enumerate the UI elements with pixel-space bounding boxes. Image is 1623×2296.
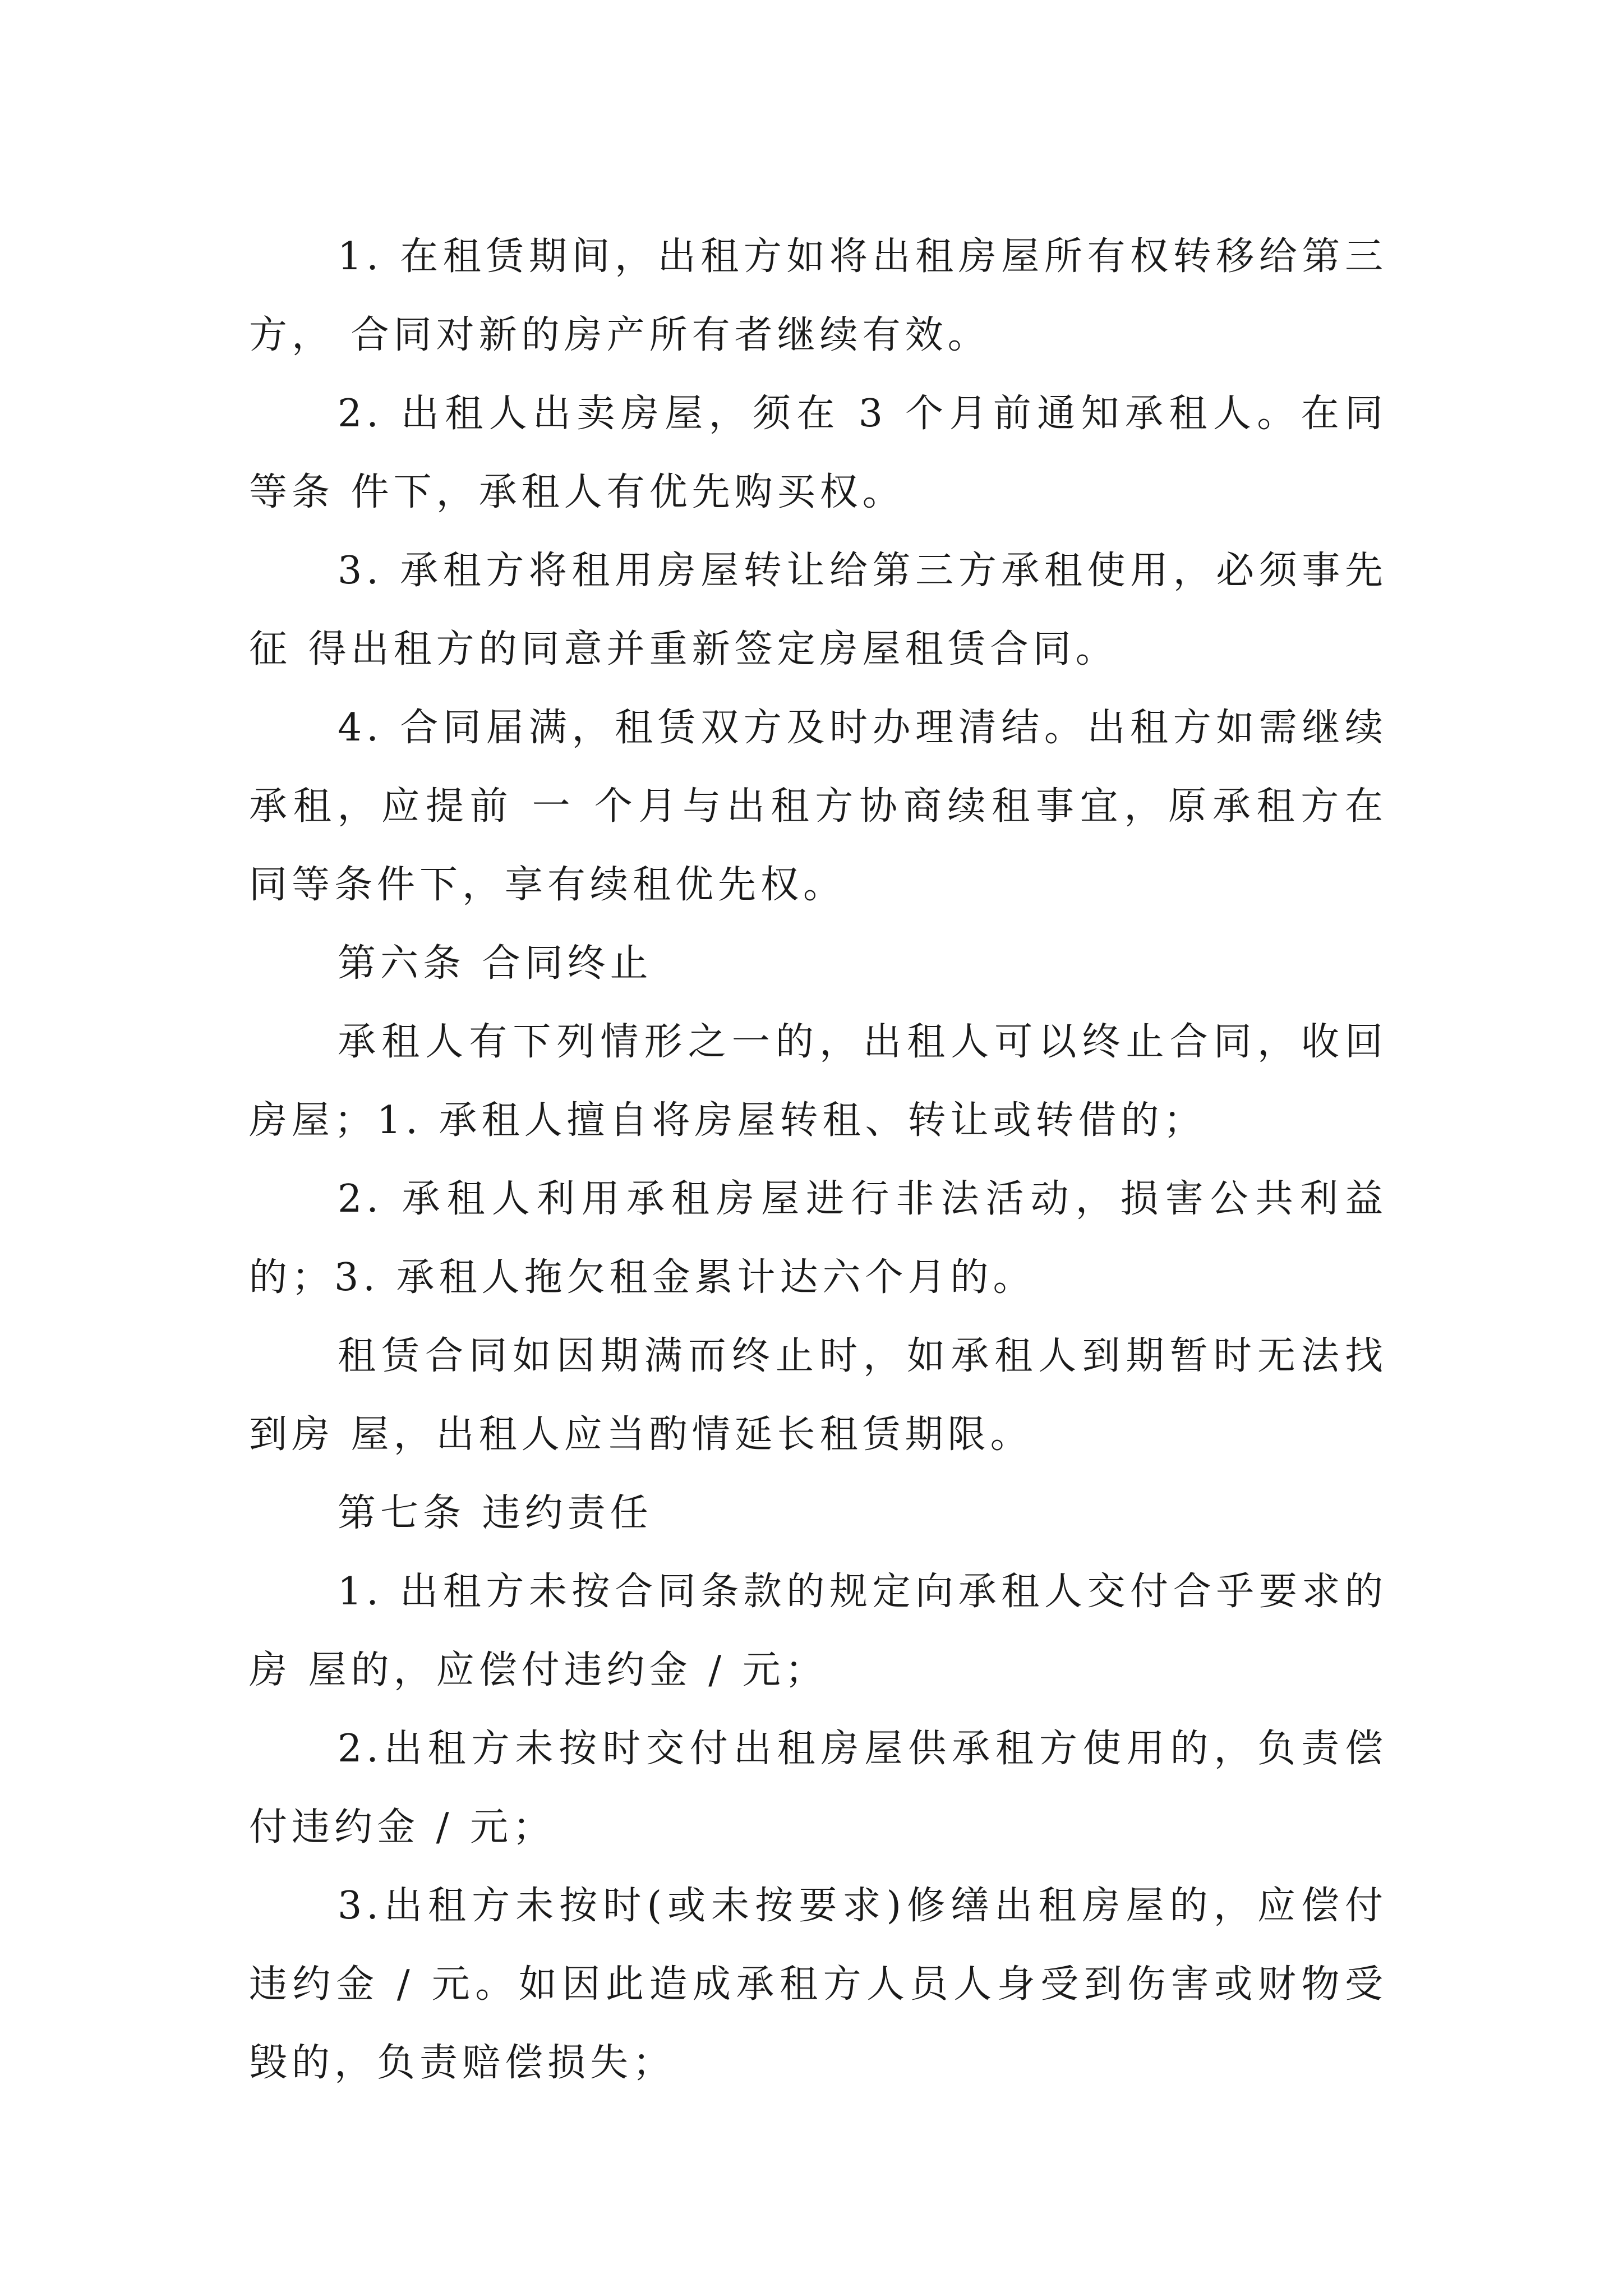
- paragraph-liability-1: 1. 出租方未按合同条款的规定向承租人交付合乎要求的房 屋的，应偿付违约金 / 元；: [249, 1570, 1387, 1692]
- paragraph-clause-5-1: 1. 在租赁期间，出租方如将出租房屋所有权转移给第三方， 合同对新的房产所有者继续有效。: [249, 234, 1387, 357]
- paragraph-termination-intro: 承租人有下列情形之一的，出租人可以终止合同，收回房屋；1. 承租人擅自将房屋转租、转让或转借的；: [249, 1020, 1387, 1143]
- paragraph-liability-2: 2.出租方未按时交付出租房屋供承租方使用的，负责偿付违约金 / 元；: [249, 1727, 1387, 1849]
- paragraph-termination-2-3: 2. 承租人利用承租房屋进行非法活动，损害公共利益的；3. 承租人拖欠租金累计达六个月的。: [249, 1177, 1387, 1300]
- document-page: [249, 218, 1387, 2102]
- paragraph-clause-5-3: 3. 承租方将租用房屋转让给第三方承租使用，必须事先征 得出租方的同意并重新签定房屋租赁合同。: [249, 549, 1387, 671]
- paragraph-clause-5-4: 4. 合同届满，租赁双方及时办理清结。出租方如需继续承租，应提前 一 个月与出租方协商续租事宜，原承租方在同等条件下，享有续租优先权。: [249, 706, 1387, 907]
- paragraph-termination-expiry: 租赁合同如因期满而终止时，如承租人到期暂时无法找到房 屋，出租人应当酌情延长租赁期限。: [249, 1334, 1387, 1457]
- paragraph-liability-3: 3.出租方未按时(或未按要求)修缮出租房屋的，应偿付违约金 / 元。如因此造成承租方人员人身受到伤害或财物受毁的，负责赔偿损失；: [249, 1884, 1387, 2085]
- paragraph-clause-5-2: 2. 出租人出卖房屋，须在 3 个月前通知承租人。在同等条 件下，承租人有优先购买权。: [249, 392, 1387, 514]
- section-heading-article-7: 第七条 违约责任: [338, 1491, 653, 1535]
- section-heading-article-6: 第六条 合同终止: [338, 941, 653, 986]
